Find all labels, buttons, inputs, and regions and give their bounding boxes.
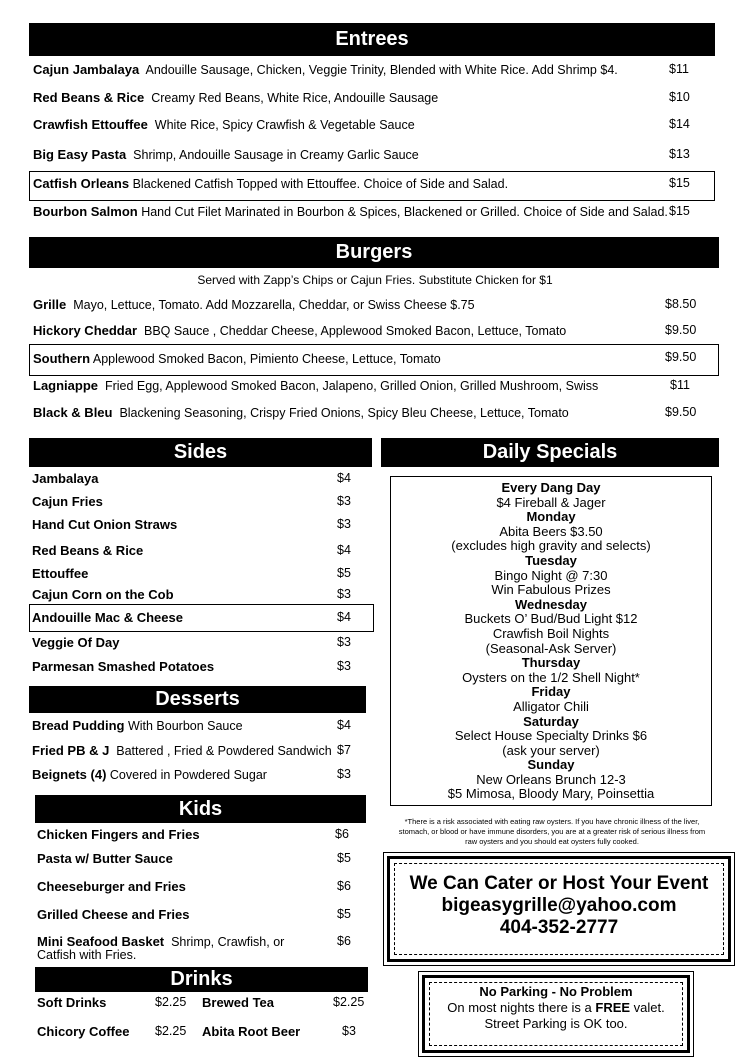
- special-day: Sunday: [527, 757, 575, 773]
- side-item: Ettouffee: [32, 566, 89, 581]
- special-line: Bingo Night @ 7:30: [494, 567, 608, 583]
- entree-price: $15: [669, 176, 690, 190]
- side-price: $4: [337, 543, 351, 557]
- side-price: $3: [337, 517, 351, 531]
- parking-street: Street Parking is OK too.: [484, 1016, 628, 1031]
- special-day: Thursday: [521, 655, 581, 671]
- side-price: $3: [337, 494, 351, 508]
- side-item-highlight: Andouille Mac & Cheese: [32, 610, 183, 625]
- special-day: Every Dang Day: [501, 480, 601, 495]
- special-day: Tuesday: [525, 552, 577, 568]
- drink-item: Chicory Coffee: [37, 1024, 130, 1039]
- burger-price: $11: [670, 378, 690, 392]
- special-line: Crawfish Boil Nights: [492, 625, 610, 641]
- kids-item: Chicken Fingers and Fries: [37, 827, 200, 842]
- parking-valet: On most nights there is a FREE valet.: [447, 1000, 665, 1015]
- side-item: Cajun Corn on the Cob: [32, 587, 174, 602]
- drink-item: Abita Root Beer: [202, 1024, 301, 1039]
- dessert-item: Bread Pudding With Bourbon Sauce: [32, 718, 243, 733]
- parking-title: No Parking - No Problem: [479, 984, 633, 999]
- side-price: $4: [337, 471, 351, 485]
- special-line: $5 Mimosa, Bloody Mary, Poinsettia: [447, 786, 655, 802]
- kids-item-desc: Catfish with Fries.: [37, 948, 137, 962]
- dessert-price: $3: [337, 767, 351, 781]
- special-line: Win Fabulous Prizes: [491, 582, 611, 598]
- entrees-header: Entrees: [29, 23, 715, 56]
- specials-header: Daily Specials: [381, 438, 719, 467]
- entree-item: Big Easy Pasta Shrimp, Andouille Sausage in Creamy Garlic Sauce: [33, 147, 419, 162]
- entree-item: Crawfish Ettouffee White Rice, Spicy Crawfish & Vegetable Sauce: [33, 117, 415, 132]
- burger-price: $9.50: [665, 405, 697, 419]
- kids-item: Mini Seafood Basket Shrimp, Crawfish, or: [37, 934, 285, 949]
- side-price: $3: [337, 659, 351, 673]
- kids-item: Cheeseburger and Fries: [37, 879, 186, 894]
- burger-price: $8.50: [665, 297, 697, 311]
- side-item: Cajun Fries: [32, 494, 103, 509]
- burger-item-highlight: Southern Applewood Smoked Bacon, Pimiento Cheese, Lettuce, Tomato: [33, 351, 441, 366]
- kids-price: $6: [337, 879, 351, 893]
- special-line: $4 Fireball & Jager: [496, 494, 606, 510]
- special-line: (excludes high gravity and selects): [451, 538, 651, 554]
- entree-price: $15: [669, 204, 690, 218]
- entree-price: $10: [669, 90, 690, 104]
- dessert-item: Fried PB & J Battered , Fried & Powdered Sandwich: [32, 743, 332, 758]
- special-line: Oysters on the 1/2 Shell Night*: [462, 669, 640, 685]
- dessert-item: Beignets (4) Covered in Powdered Sugar: [32, 767, 267, 782]
- oyster-warning: *There is a risk associated with eating raw oysters. If you have chronic illness of the liver, stomach, or blood or have immune disorders, you are at a greater risk of serious illness from raw oysters and you should eat oysters fully cooked.: [398, 817, 706, 846]
- kids-item: Grilled Cheese and Fries: [37, 907, 190, 922]
- drink-item: Brewed Tea: [202, 995, 275, 1010]
- burgers-note: Served with Zapp’s Chips or Cajun Fries. Substitute Chicken for $1: [197, 273, 553, 287]
- burger-item: Lagniappe Fried Egg, Applewood Smoked Bacon, Jalapeno, Grilled Onion, Grilled Mushroom, Swiss: [33, 378, 599, 393]
- side-item: Hand Cut Onion Straws: [32, 517, 178, 532]
- drink-price: $2.25: [333, 995, 365, 1009]
- special-line: (ask your server): [502, 742, 600, 758]
- sides-header: Sides: [29, 438, 372, 467]
- side-price: $3: [337, 587, 351, 601]
- drink-price: $2.25: [155, 1024, 187, 1038]
- burger-item: Black & Bleu Blackening Seasoning, Crispy Fried Onions, Spicy Bleu Cheese, Lettuce, Tomato: [33, 405, 569, 420]
- entree-price: $14: [669, 117, 690, 131]
- desserts-header: Desserts: [29, 686, 366, 713]
- drink-price: $2.25: [155, 995, 187, 1009]
- special-line: Buckets O’ Bud/Bud Light $12: [464, 611, 638, 627]
- special-day: Friday: [531, 684, 571, 700]
- kids-price: $6: [335, 827, 349, 841]
- dessert-price: $7: [337, 743, 351, 757]
- side-item: Parmesan Smashed Potatoes: [32, 659, 215, 674]
- side-item: Red Beans & Rice: [32, 543, 144, 558]
- burgers-header: Burgers: [29, 237, 719, 268]
- kids-header: Kids: [35, 795, 366, 823]
- burger-item: Hickory Cheddar BBQ Sauce , Cheddar Cheese, Applewood Smoked Bacon, Lettuce, Tomato: [33, 323, 567, 338]
- drink-price: $3: [342, 1024, 356, 1038]
- entree-price: $11: [669, 62, 689, 76]
- special-line: New Orleans Brunch 12-3: [476, 771, 626, 787]
- kids-price: $6: [337, 934, 351, 948]
- burger-item: Grille Mayo, Lettuce, Tomato. Add Mozzarella, Cheddar, or Swiss Cheese $.75: [33, 297, 475, 312]
- burger-price: $9.50: [665, 323, 697, 337]
- special-day: Wednesday: [514, 596, 587, 612]
- kids-item: Pasta w/ Butter Sauce: [37, 851, 173, 866]
- specials-box: [390, 476, 712, 806]
- entree-item: Cajun Jambalaya Andouille Sausage, Chicken, Veggie Trinity, Blended with White Rice. Add Shrimp $4.: [33, 62, 618, 77]
- side-price: $4: [337, 610, 351, 624]
- special-line: Abita Beers $3.50: [499, 523, 603, 539]
- entree-price: $13: [669, 147, 690, 161]
- side-item: Veggie Of Day: [32, 635, 120, 650]
- cater-headline: We Can Cater or Host Your Event: [409, 873, 709, 894]
- burger-price: $9.50: [665, 350, 697, 364]
- side-price: $3: [337, 635, 351, 649]
- side-price: $5: [337, 566, 351, 580]
- side-item: Jambalaya: [32, 471, 99, 486]
- cater-email[interactable]: bigeasygrille@yahoo.com: [441, 895, 677, 916]
- entree-item-highlight: Catfish Orleans Blackened Catfish Topped with Ettouffee. Choice of Side and Salad.: [33, 176, 509, 191]
- drinks-header: Drinks: [35, 967, 368, 992]
- cater-phone[interactable]: 404-352-2777: [499, 917, 619, 938]
- entree-item: Red Beans & Rice Creamy Red Beans, White Rice, Andouille Sausage: [33, 90, 439, 105]
- cater-box: [387, 856, 731, 962]
- special-line: (Seasonal-Ask Server): [485, 640, 617, 656]
- special-day: Saturday: [523, 713, 579, 729]
- kids-price: $5: [337, 851, 351, 865]
- drink-item: Soft Drinks: [37, 995, 107, 1010]
- special-day: Monday: [526, 509, 576, 525]
- kids-price: $5: [337, 907, 351, 921]
- special-line: Alligator Chili: [513, 698, 589, 714]
- special-line: Select House Specialty Drinks $6: [454, 728, 648, 744]
- parking-box: [422, 975, 690, 1053]
- entree-item: Bourbon Salmon Hand Cut Filet Marinated in Bourbon & Spices, Blackened or Grilled. Choice of Side and Salad.: [33, 204, 668, 219]
- dessert-price: $4: [337, 718, 351, 732]
